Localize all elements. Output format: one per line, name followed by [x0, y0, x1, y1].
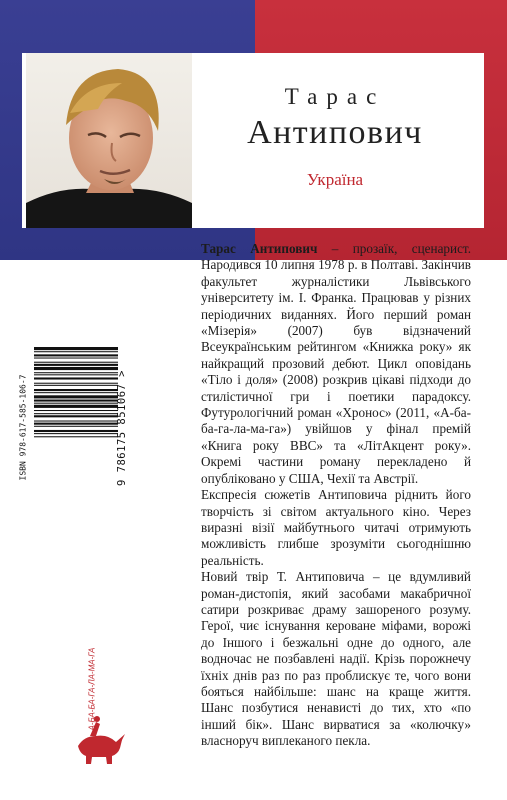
barcode-bar	[34, 351, 118, 352]
barcode-bar	[34, 354, 118, 356]
publisher-logo	[70, 647, 130, 770]
barcode-bar	[34, 433, 118, 434]
barcode-bar	[34, 374, 118, 375]
barcode-bar	[34, 430, 118, 432]
barcode-bar	[34, 405, 118, 408]
barcode-bar	[34, 395, 118, 398]
barcode-bar	[34, 364, 118, 366]
author-last-name: Антипович	[247, 114, 423, 151]
bio-paragraph-1-text: – прозаїк, сценарист. Народився 10 липня 1978 р. в Полтаві. Закінчив факультет журналістики Львівського університету ім. І. Франка. Працював у різних періодичних виданнях. Його перший роман «Мізерія» (2007) був відзначений Всеукраїнським рейтингом «Книжка року» як найкращий прозовий дебют. Цикл оповідань «Тіло і доля» (2008) розкрив цікаві підходи до стилістичної гри і поетики парадоксу. Футурологічний роман «Хронос» (2011, «А-ба-ба-га-ла-ма-га») увійшов у фінал премій «Книга року ВВС» та «ЛітАкцент року». Окремі частини роману перекладено й опубліковано у США, Чехії та Австрії.	[201, 241, 472, 486]
barcode-bar	[34, 377, 118, 379]
publisher-name	[85, 647, 99, 733]
barcode-bar	[34, 423, 118, 425]
barcode-digits	[112, 344, 132, 514]
author-biography	[201, 241, 471, 750]
barcode-bar	[34, 367, 118, 370]
barcode-bar	[34, 403, 118, 404]
barcode-bar	[34, 436, 118, 437]
bio-author-name: Тарас Антипович	[201, 241, 318, 256]
barcode-bar	[34, 421, 118, 422]
publisher-name-text: А-БА-БА-ГА-ЛА-МА-ГА	[87, 647, 97, 731]
barcode-bar	[34, 392, 118, 393]
bio-paragraph-3: Новий твір Т. Антиповича – це вдумливий роман-дистопія, який засобами макабричної сатири розкриває драму зашореного розуму. Герої, чиє існування кероване міфами, ворожі до Іншого і безжальні одне до одного, але водночас не позбавлені надії. Крізь порожнечу їхніх днів раз по раз проблискує те, чого вони бояться найбільше: шанс на краще життя. Шанс позбутися ненависті до тих, хто «по інший бік». Шанс вирватися за «колючку» власноруч виплеканого пекла.	[201, 569, 471, 749]
barcode-bar	[34, 410, 118, 411]
isbn-number: ISBN 978-617-585-106-7	[18, 374, 28, 481]
author-first-name: Тарас	[284, 84, 386, 109]
barcode-bar	[34, 415, 118, 417]
barcode-bar	[34, 413, 118, 414]
barcode-bar	[34, 372, 118, 373]
author-country: Україна	[306, 170, 364, 189]
bio-paragraph-1	[201, 241, 471, 487]
barcode-bar	[34, 426, 118, 427]
barcode-bar	[34, 383, 118, 384]
barcode-bar	[34, 358, 118, 359]
barcode-digits-text: 9 786175 851067 >	[116, 370, 128, 486]
barcode-bar	[34, 385, 118, 386]
barcode-bar	[34, 362, 118, 363]
bio-paragraph-2: Експресія сюжетів Антиповича ріднить його творчість зі світом актуального кіно. Через виразні візії майбутнього читачі отримують можливість глибше зрозуміти сьогоднішню реальність.	[201, 487, 471, 568]
barcode-bar	[34, 347, 118, 350]
author-photo	[26, 53, 192, 228]
barcode-bar	[34, 400, 118, 402]
barcode-bar	[34, 389, 118, 391]
